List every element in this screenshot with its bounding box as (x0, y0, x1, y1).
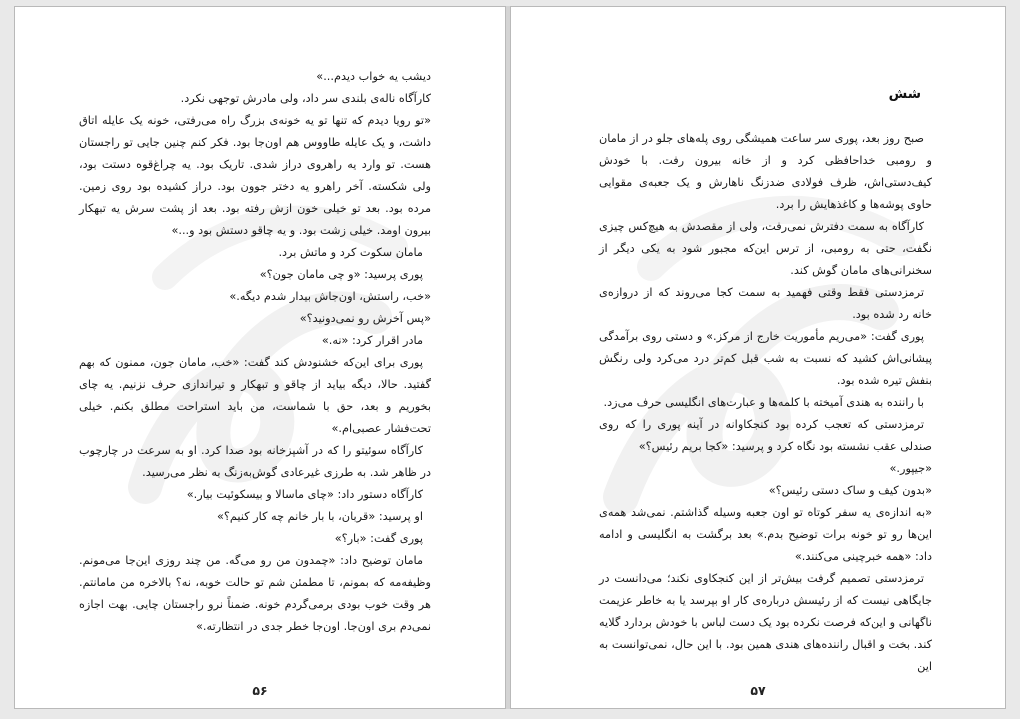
left-page (14, 6, 506, 709)
paragraph: «خب، راستش، اون‌جاش بیدار شدم دیگه.» (229, 290, 431, 303)
chapter-title: شش (888, 86, 921, 102)
paragraph: مامان سکوت کرد و ماتش برد. (278, 246, 423, 259)
paragraph: کارآگاه به سمت دفترش نمی‌رفت، ولی از مقصدش به هیچ‌کس چیزی نگفت، حتی به رومبی، از ترس این‌که مجبور شود به یکی دیگر از سخنرانی‌های مامان گوش کند. (599, 220, 932, 277)
paragraph: پوری گفت: «بار؟» (334, 532, 423, 545)
paragraph: «به اندازه‌ی یه سفر کوتاه تو اون جعبه وسیله گذاشتم. نمی‌شد همه‌ی این‌ها رو تو خونه برات توضیح بدم.» بعد برگشت به انگلیسی و ادامه داد: «همه خبرچینی می‌کنند.» (599, 506, 932, 563)
paragraph: ترمزدستی فقط وقتی فهمید به سمت کجا می‌روند که از دروازه‌ی خانه رد شده بود. (599, 286, 932, 321)
paragraph: کارآگاه سوئیتو را که در آشپزخانه بود صدا کرد. او به سرعت در چارچوب در ظاهر شد. به طرزی غیرعادی گوش‌به‌زنگ به نظر می‌رسید. (79, 444, 431, 479)
paragraph: ترمزدستی که تعجب کرده بود کنجکاوانه در آینه پوری را که روی صندلی عقب نشسته بود نگاه کرد و پرسید: «کجا بریم رئیس؟» (599, 418, 932, 453)
paragraph: پوری پرسید: «و چی مامان جون؟» (259, 268, 423, 281)
page-number-right: ۵۷ (750, 683, 766, 698)
page-number-left: ۵۶ (252, 683, 268, 698)
paragraph: «بدون کیف و ساک دستی رئیس؟» (768, 484, 932, 497)
paragraph: پوری گفت: «می‌ریم مأموریت خارج از مرکز.» و دستی روی برآمدگی پیشانی‌اش کشید که نسبت به شب قبل کم‌تر درد می‌کرد ولی رنگش بنفش تیره شده بود. (599, 330, 932, 387)
paragraph: مامان توضیح داد: «چمدون من رو می‌گه. من چند روزی این‌جا می‌مونم. وظیفه‌مه که بمونم، تا مطمئن شم تو حالت خوبه، نه؟ بالاخره من مامانتم. هر وقت خوب بودی برمی‌گردم خونه. ضمناً نرو راجستان چایی. بهت اجازه نمی‌دم بری اون‌جا. اون‌جا خطر جدی در انتظارته.» (79, 554, 431, 633)
right-page (510, 6, 1006, 709)
right-page-text (599, 128, 932, 678)
paragraph: «جیپور.» (889, 462, 932, 475)
paragraph: «پس آخرش رو نمی‌دونید؟» (299, 312, 431, 325)
paragraph: کارآگاه دستور داد: «چای ماسالا و بیسکوئیت بیار.» (186, 488, 423, 501)
paragraph: مادر اقرار کرد: «نه.» (321, 334, 423, 347)
paragraph: کارآگاه ناله‌ی بلندی سر داد، ولی مادرش توجهی نکرد. (180, 92, 431, 105)
paragraph: «تو رویا دیدم که تنها تو یه خونه‌ی بزرگ راه می‌رفتی، خونه یک عایله اتاق داشت، و یک عایله طاووس هم اون‌جا بود. فکر کنم چنین جایی تو راجستان هست. تو وارد یه راهروی دراز شدی. تاریک بود. یه چراغ‌قوه دستت بود، ولی شکسته. آخر راهرو یه دختر جوون بود. دراز کشیده بود روی زمین. مرده بود. بعد تو خیلی خون ازش رفته بود. بعد از پشت سرش یه تبهکار بیرون اومد. خیلی زشت بود. و یه چاقو دستش بود و...» (79, 114, 431, 237)
left-page-text (79, 66, 431, 638)
paragraph: پوری برای این‌که خشنودش کند گفت: «خب، مامان جون، ممنون که بهم گفتید. حالا، دیگه بیاید از چاقو و تبهکار و تیراندازی حرف نزنیم. یه چای بخوریم و بعد، حق با شماست، من باید استراحت مطلق بکنم. خیلی تحت‌فشار عصبی‌ام.» (79, 356, 431, 435)
paragraph: با راننده به هندی آمیخته با کلمه‌ها و عبارت‌های انگلیسی حرف می‌زد. (603, 396, 924, 409)
paragraph: ترمزدستی تصمیم گرفت بیش‌تر از این کنجکاوی نکند؛ می‌دانست در جایگاهی نیست که از رئیسش درباره‌ی کار او بپرسد یا به خاطر عزیمت ناگهانی و این‌که فرصت نکرده بود یک دست لباس با خودش بردارد گلایه کند. بخت و اقبال راننده‌های هندی همین بود. با این حال، نمی‌توانست به این (599, 572, 932, 673)
paragraph: صبح روز بعد، پوری سر ساعت همیشگی روی پله‌های جلو در از مامان و رومبی خداحافظی کرد و از خانه بیرون رفت. با خودش کیف‌دستی‌اش، ظرف فولادی ضدزنگ ناهارش و یک جعبه‌ی مقوایی حاوی پوشه‌ها و کاغذهایش را برد. (599, 132, 932, 211)
paragraph: او پرسید: «قربان، با بار خانم چه کار کنیم؟» (216, 510, 423, 523)
paragraph: دیشب یه خواب دیدم...» (316, 70, 431, 83)
